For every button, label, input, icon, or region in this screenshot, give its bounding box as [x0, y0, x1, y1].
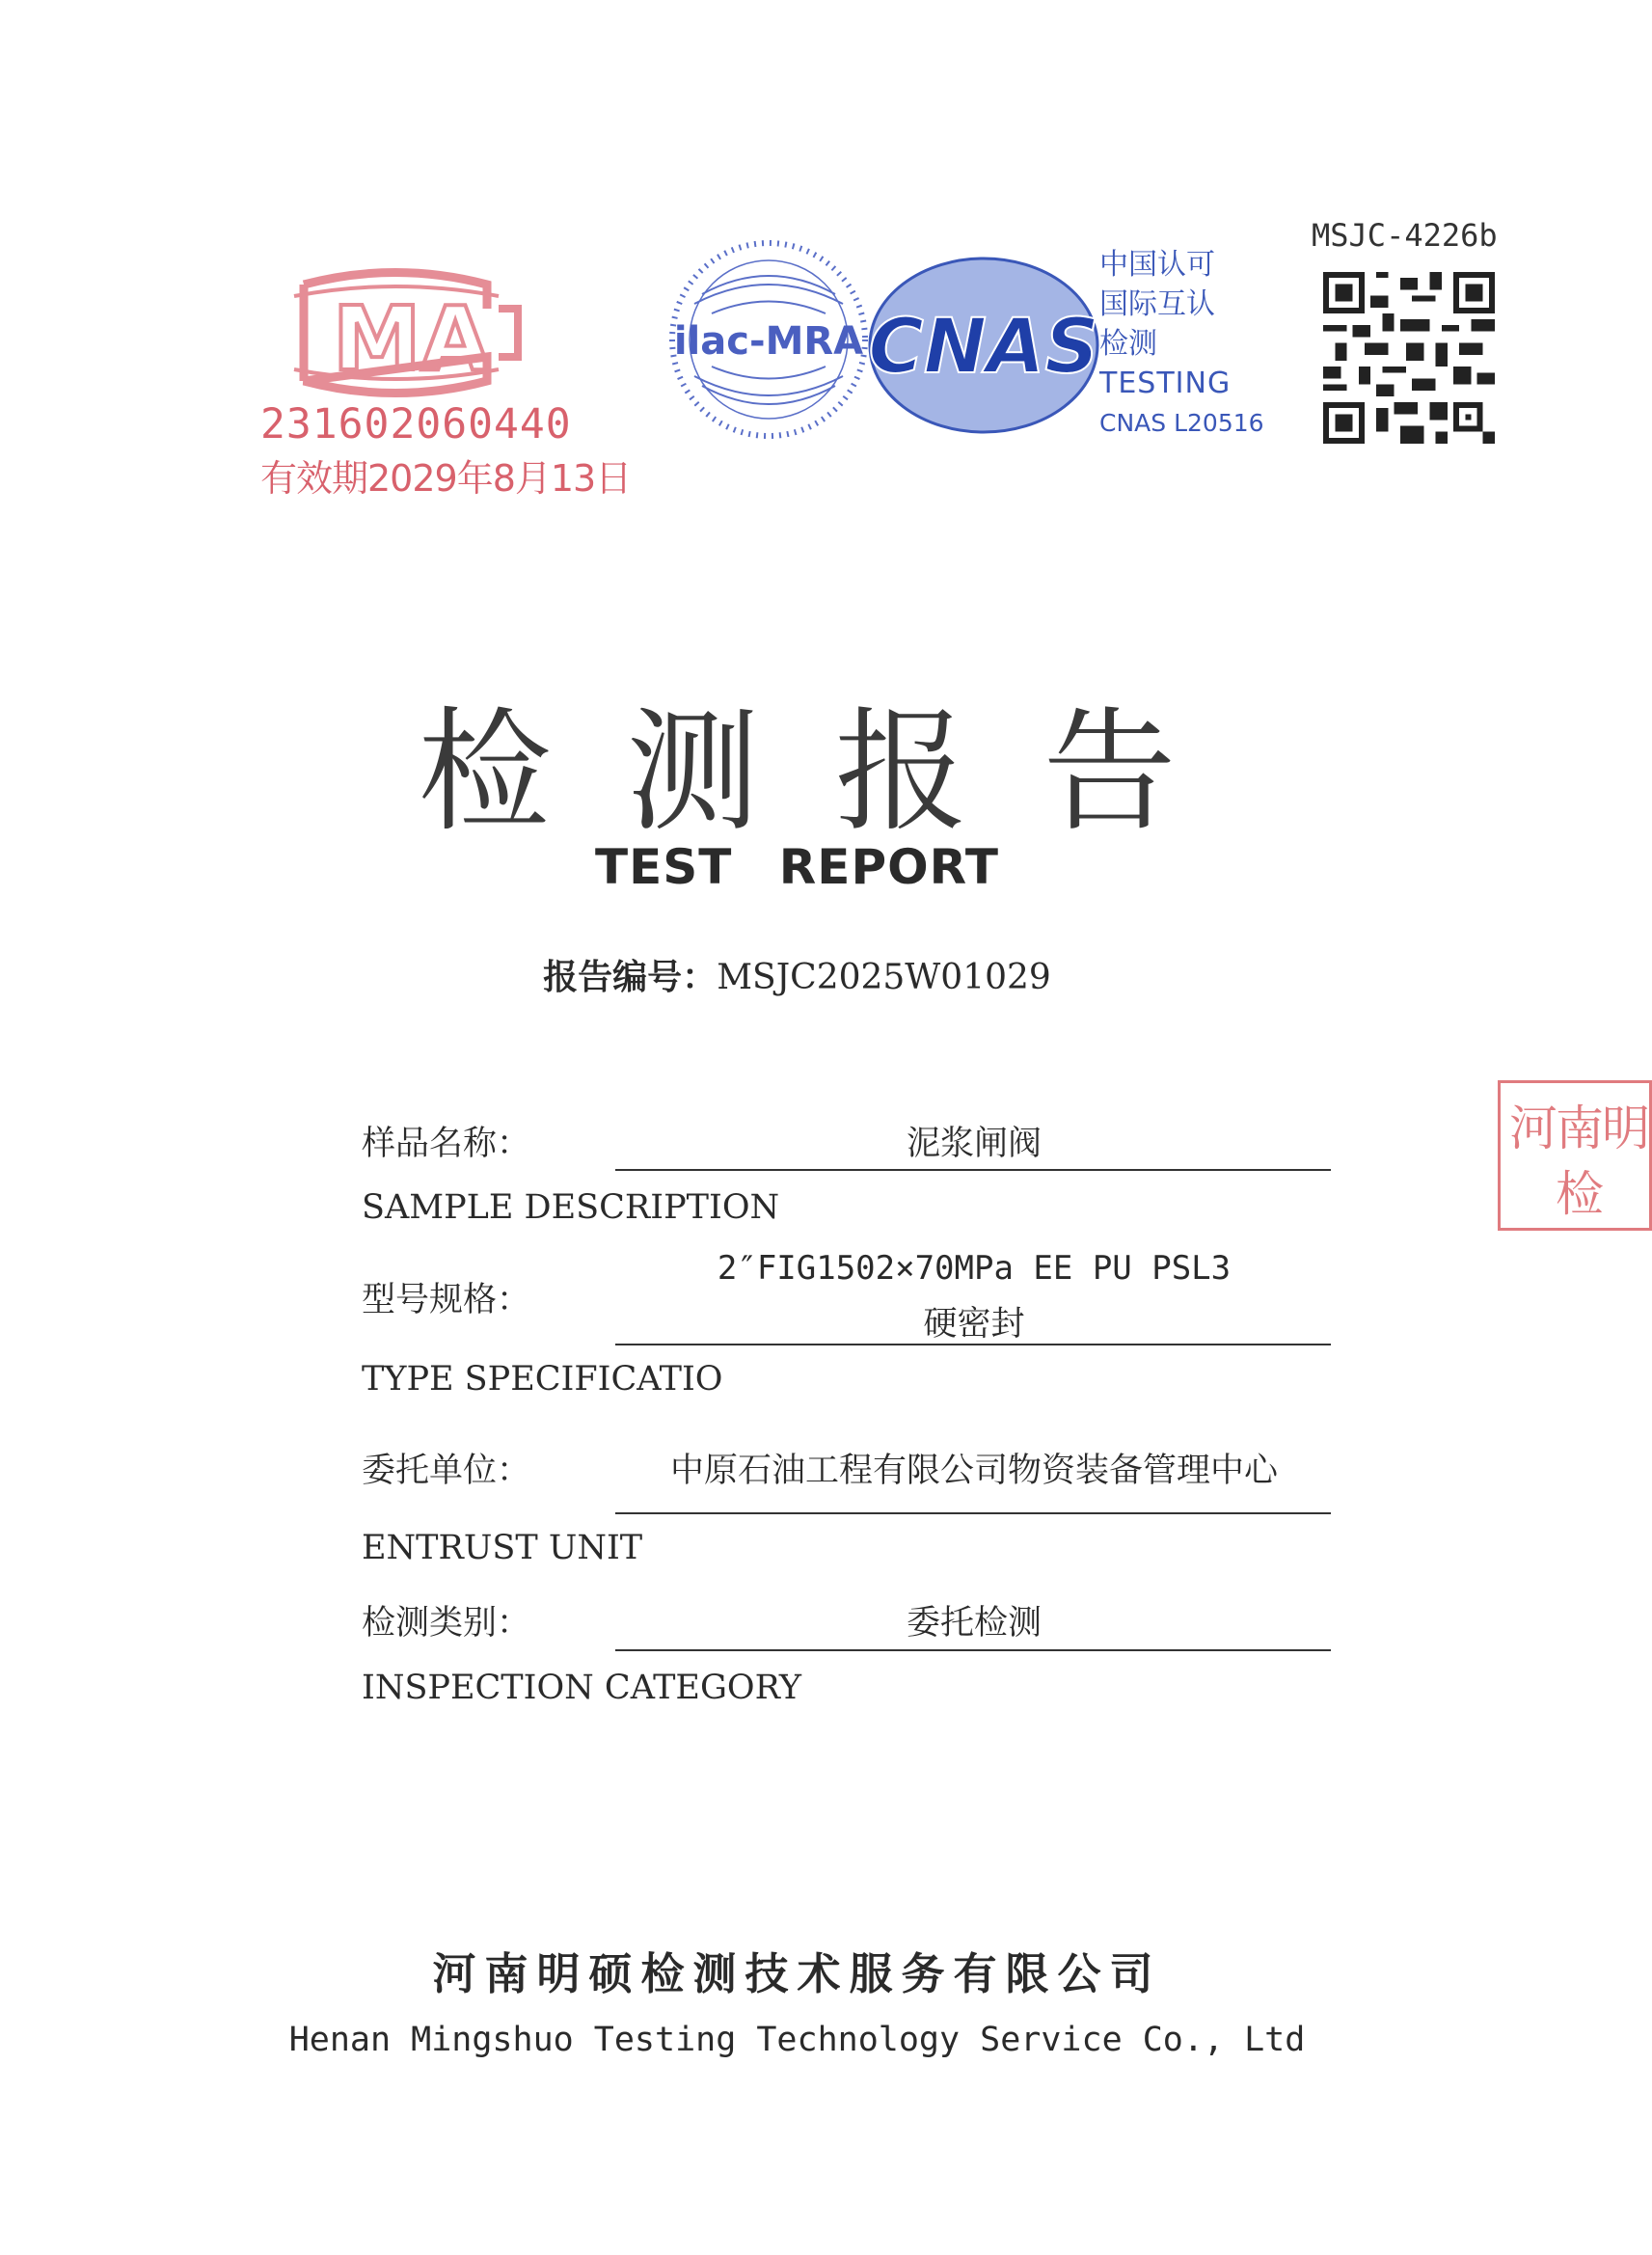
report-code: MSJC-4226b	[1312, 217, 1498, 254]
entrust-value: 中原石油工程有限公司物资装备管理中心	[669, 1452, 1278, 1490]
report-number-label: 报告编号：	[543, 958, 718, 997]
company-seal	[1498, 1080, 1648, 1235]
sample-label-zh: 样品名称：	[362, 1125, 531, 1163]
cma-logo	[260, 265, 632, 500]
ilac-mra-logo	[665, 236, 873, 444]
type-label-en: TYPE SPECIFICATIO	[362, 1360, 723, 1399]
category-underline	[615, 1649, 1331, 1651]
cnas-line: 国际互认	[1099, 287, 1215, 321]
qr-code-icon	[1323, 272, 1495, 444]
cnas-line: TESTING	[1099, 367, 1232, 400]
entrust-underline	[615, 1512, 1331, 1514]
sample-underline	[615, 1169, 1331, 1171]
category-label-en: INSPECTION CATEGORY	[362, 1669, 801, 1707]
entrust-label-zh: 委托单位：	[362, 1452, 531, 1490]
type-label-zh: 型号规格：	[362, 1281, 531, 1319]
type-value-line1: 2″FIG1502×70MPa EE PU PSL3	[717, 1249, 1232, 1288]
entrust-label-en: ENTRUST UNIT	[362, 1529, 643, 1567]
ilac-logo-text: ilac-MRA	[673, 319, 864, 364]
cma-validity: 有效期2029年8月13日	[260, 457, 632, 500]
title-english: TEST REPORT	[595, 839, 999, 895]
cnas-line: 中国认可	[1099, 248, 1215, 282]
cnas-logo	[863, 249, 1104, 442]
seal-text-line2: 检	[1556, 1166, 1604, 1222]
report-number-value: MSJC2025W01029	[717, 958, 1051, 997]
cnas-logo-text: CNAS	[868, 304, 1099, 391]
cma-cert-number: 231602060440	[260, 400, 572, 448]
cnas-accreditation-text	[1099, 245, 1263, 443]
sample-label-en: SAMPLE DESCRIPTION	[362, 1188, 780, 1227]
type-underline	[615, 1344, 1331, 1345]
cnas-line: 检测	[1099, 327, 1157, 361]
seal-text-line1: 河南明	[1509, 1100, 1648, 1156]
company-name-zh: 河南明硕检测技术服务有限公司	[432, 1948, 1162, 1999]
type-value-line2: 硬密封	[923, 1305, 1025, 1344]
company-name-en: Henan Mingshuo Testing Technology Service Co., Ltd	[288, 2021, 1306, 2059]
sample-value: 泥浆闸阀	[906, 1125, 1042, 1163]
title-chinese: 检测报告	[418, 694, 1252, 850]
cnas-line: CNAS L20516	[1099, 409, 1264, 437]
cma-mark	[265, 265, 526, 400]
report-number	[0, 950, 1594, 999]
cma-logo-text: MA	[333, 287, 490, 391]
category-value: 委托检测	[906, 1604, 1042, 1643]
category-label-zh: 检测类别：	[362, 1604, 531, 1643]
